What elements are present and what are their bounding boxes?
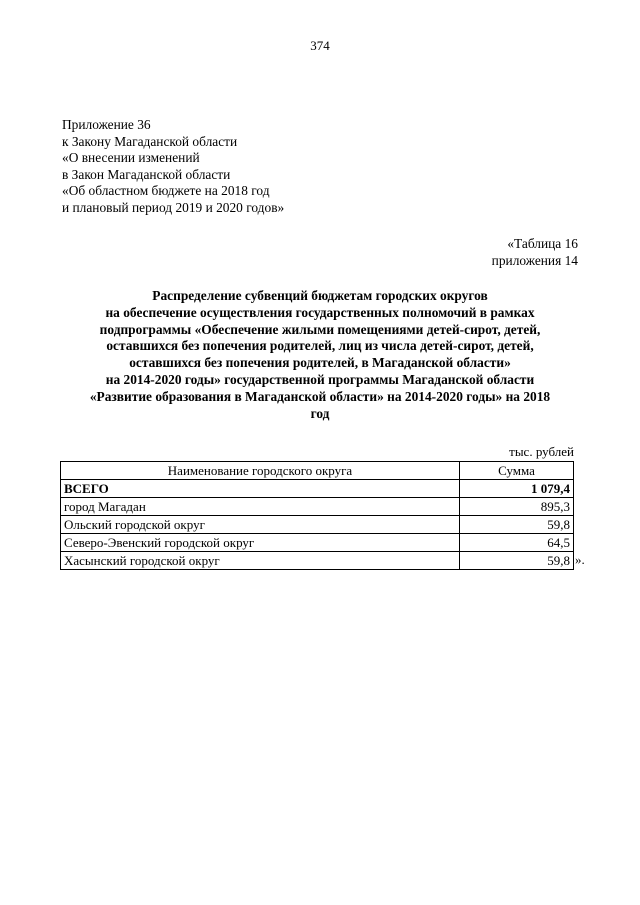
header-amount: Сумма [460,462,574,480]
table-header-row [61,462,574,480]
title-line: оставшихся без попечения родителей, в Магаданской области» [129,355,511,371]
units-label: тыс. рублей [509,444,574,459]
row-amount: 64,5 [460,534,574,552]
title-line: Распределение субвенций бюджетам городских округов [152,288,488,303]
appendix-line: Приложение 36 [62,117,151,132]
title-line: «Развитие образования в Магаданской области» на 2014-2020 годы» на 2018 [89,388,551,404]
table-row [61,498,574,516]
closing-quote: ». [575,552,585,567]
row-name: Хасынский городской округ [61,552,460,570]
header-district-name: Наименование городского округа [61,462,460,480]
subventions-table [60,461,574,570]
title-line: на обеспечение осуществления государственных полномочий в рамках [105,304,535,320]
appendix-block [62,117,462,217]
row-amount: 59,8 [460,552,574,570]
row-name: город Магадан [61,498,460,516]
page-number: 374 [310,38,330,53]
table-reference-line: приложения 14 [491,252,578,268]
title-line: оставшихся без попечения родителей, лиц из числа детей-сирот, детей, [106,338,534,354]
appendix-line: в Закон Магаданской области [62,166,231,182]
title-line: подпрограммы «Обеспечение жилыми помещениями детей-сирот, детей, [99,321,541,337]
title-line: год [310,405,330,421]
appendix-line: «Об областном бюджете на 2018 год [62,183,270,199]
document-title [50,288,590,422]
title-line: на 2014-2020 годы» государственной программы Магаданской области [105,371,535,387]
table-reference [278,236,578,269]
row-name: Ольский городской округ [61,516,460,534]
appendix-line: и плановый период 2019 и 2020 годов» [62,199,285,215]
appendix-line: к Закону Магаданской области [62,133,238,149]
table-row-total [61,480,574,498]
row-name: ВСЕГО [61,480,460,498]
row-name: Северо-Эвенский городской округ [61,534,460,552]
table-row [61,516,574,534]
row-amount: 895,3 [460,498,574,516]
table-row [61,552,574,570]
row-amount: 1 079,4 [460,480,574,498]
row-amount: 59,8 [460,516,574,534]
appendix-line: «О внесении изменений [62,150,200,166]
table-reference-line: «Таблица 16 [507,236,578,251]
table-row [61,534,574,552]
